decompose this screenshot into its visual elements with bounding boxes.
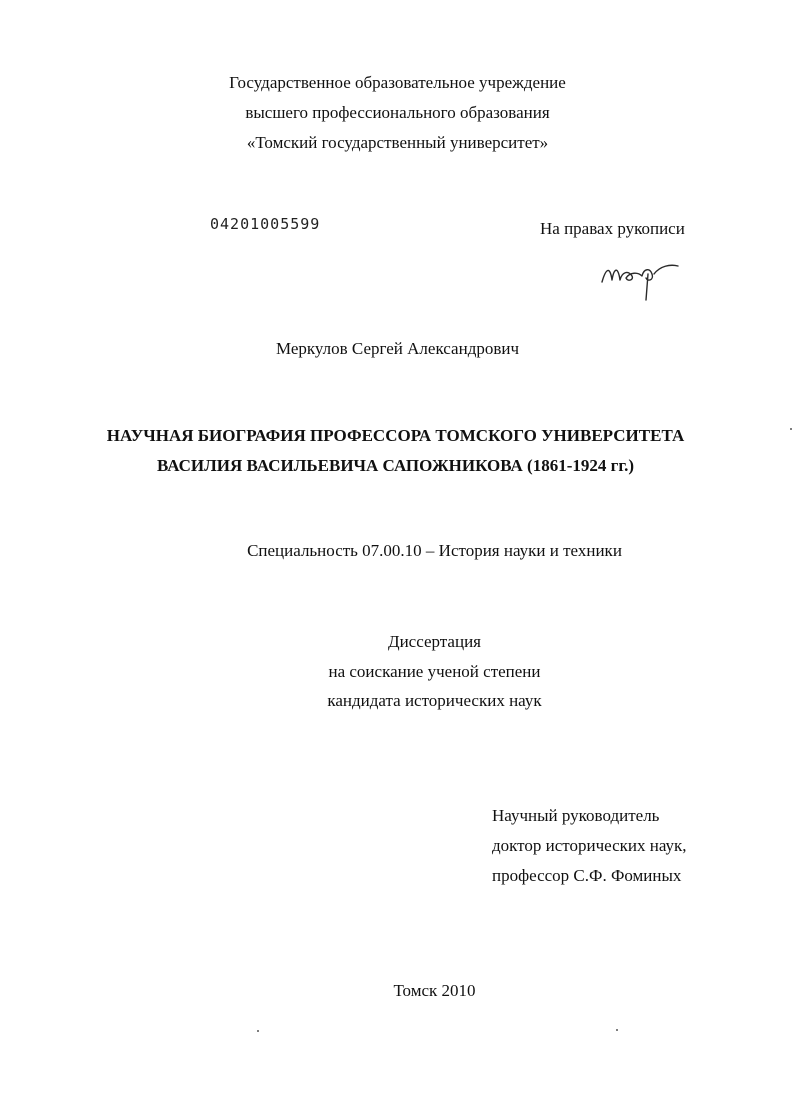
dissertation-degree-line: на соискание ученой степени — [328, 662, 541, 681]
supervisor-degree: доктор исторических наук, — [492, 836, 687, 855]
scan-speck — [616, 1029, 618, 1031]
registration-number: 04201005599 — [210, 215, 321, 233]
author-name: Меркулов Сергей Александрович — [275, 339, 520, 358]
supervisor-label: Научный руководитель — [492, 806, 660, 825]
scan-speck — [257, 1030, 259, 1032]
supervisor-name: профессор С.Ф. Фоминых — [492, 866, 682, 885]
manuscript-rights-label: На правах рукописи — [540, 219, 685, 238]
institution-line-1: Государственное образовательное учреждение — [229, 73, 566, 92]
dissertation-field-line: кандидата исторических наук — [327, 691, 542, 710]
dissertation-label: Диссертация — [387, 632, 481, 651]
institution-line-2: высшего профессионального образования — [245, 103, 550, 122]
scan-speck — [790, 428, 792, 430]
specialty-line: Специальность 07.00.10 – История науки и техники — [247, 541, 622, 560]
institution-line-3: «Томский государственный университет» — [246, 133, 549, 152]
author-signature — [598, 258, 682, 304]
thesis-title-line-2: ВАСИЛИЯ ВАСИЛЬЕВИЧА САПОЖНИКОВА (1861-1924 гг.) — [156, 456, 635, 475]
thesis-title-line-1: НАУЧНАЯ БИОГРАФИЯ ПРОФЕССОРА ТОМСКОГО УНИВЕРСИТЕТА — [106, 426, 685, 445]
city-year: Томск 2010 — [393, 981, 476, 1000]
